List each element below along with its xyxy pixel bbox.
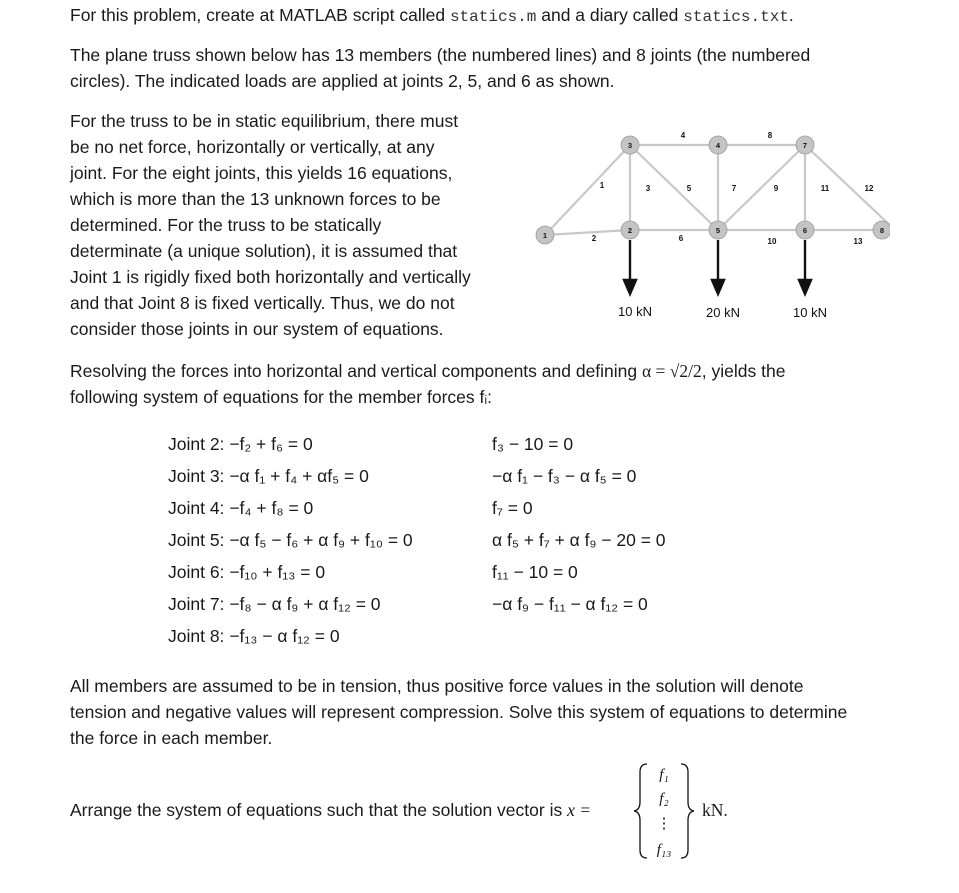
- alpha-definition: α = √2/2: [642, 361, 702, 381]
- script-filename: statics.m: [449, 8, 537, 26]
- joint-label: 2: [627, 226, 633, 235]
- vertical-equation: f₇ = 0: [492, 498, 533, 518]
- header-line: [70, 2, 794, 30]
- tension-line3: the force in each member.: [70, 728, 273, 748]
- solution-vector-x: x =: [567, 800, 592, 820]
- member-1-line: [545, 145, 633, 235]
- horizontal-equation: −f₁₀ + f₁₃ = 0: [229, 562, 326, 582]
- right-brace-icon: [681, 764, 694, 858]
- solution-vector-braces: [633, 762, 695, 860]
- member-label: 6: [678, 234, 684, 243]
- vector-entry-f13: f₁₃: [656, 842, 672, 858]
- member-label: 3: [645, 184, 651, 193]
- member-label: 7: [731, 184, 737, 193]
- arrowhead-icon: [624, 280, 636, 294]
- equation-row: [168, 556, 325, 588]
- joint-label: 6: [802, 226, 808, 235]
- member-5-line: [630, 145, 718, 230]
- joint-label: Joint 4:: [168, 498, 225, 518]
- tension-line1: All members are assumed to be in tension, thus positive force values in the solution will denote: [70, 676, 804, 696]
- load-labels: [618, 304, 827, 320]
- member-label: 9: [773, 184, 779, 193]
- joint-label: Joint 2:: [168, 434, 225, 454]
- equilibrium-line: joint. For the eight joints, this yields 16 equations,: [70, 163, 453, 183]
- load-label-joint-5: 20 kN: [706, 305, 740, 320]
- member-label: 10: [767, 237, 777, 246]
- joint-label: 5: [715, 226, 721, 235]
- vertical-equation: −α f₁ − f₃ − α f₅ = 0: [492, 466, 637, 486]
- joint-label: Joint 7:: [168, 594, 225, 614]
- resolving-text-post: , yields the: [701, 361, 786, 381]
- member-label: 5: [686, 184, 692, 193]
- member-2-line: [545, 230, 630, 235]
- vertical-equation: α f₅ + f₇ + α f₉ − 20 = 0: [492, 530, 666, 550]
- horizontal-equation: −f₈ − α f₉ + α f₁₂ = 0: [229, 594, 381, 614]
- vector-ellipsis: ⋮: [656, 816, 672, 832]
- member-12-line: [805, 145, 890, 230]
- joint-label: 1: [542, 231, 548, 240]
- equilibrium-line: which is more than the 13 unknown forces to be: [70, 189, 441, 209]
- horizontal-equation: −f₄ + f₈ = 0: [229, 498, 314, 518]
- joint-label: 3: [627, 141, 633, 150]
- horizontal-equation: −α f₅ − f₆ + α f₉ + f₁₀ = 0: [229, 530, 413, 550]
- equation-row: [168, 524, 413, 556]
- resolving-line2: following system of equations for the member forces fᵢ:: [70, 387, 492, 407]
- equilibrium-line: be no net force, horizontally or vertically, at any: [70, 137, 435, 157]
- equation-row: [168, 588, 381, 620]
- equation-row: [168, 620, 340, 652]
- member-label: 12: [864, 184, 874, 193]
- equation-row: [168, 460, 369, 492]
- joint-label: 8: [879, 226, 885, 235]
- member-label: 11: [820, 184, 830, 193]
- header-text-mid: and a diary called: [536, 5, 684, 25]
- joint-label: 4: [715, 141, 721, 150]
- header-text-post: .: [788, 5, 794, 25]
- tension-line2: tension and negative values will represent compression. Solve this system of equations to determine: [70, 702, 848, 722]
- vertical-equation: f₃ − 10 = 0: [492, 434, 574, 454]
- equilibrium-line: and that Joint 8 is fixed vertically. Thus, we do not: [70, 293, 455, 313]
- truss-diagram: [530, 118, 890, 333]
- member-label: 4: [680, 131, 686, 140]
- diary-filename: statics.txt: [683, 8, 789, 26]
- arrange-line: [70, 797, 591, 823]
- equilibrium-line: determined. For the truss to be statically: [70, 215, 382, 235]
- joint-label: Joint 3:: [168, 466, 225, 486]
- equation-row: [168, 492, 313, 524]
- joint-label: Joint 5:: [168, 530, 225, 550]
- vector-entry-f2: f₂: [659, 791, 669, 807]
- truss-joints: [536, 136, 890, 244]
- member-label: 2: [591, 234, 597, 243]
- equilibrium-line: For the truss to be in static equilibrium, there must: [70, 111, 459, 131]
- member-label: 8: [767, 131, 773, 140]
- truss-intro-line2: circles). The indicated loads are applied at joints 2, 5, and 6 as shown.: [70, 71, 615, 91]
- unit-label: kN.: [702, 800, 728, 820]
- resolving-line1: [70, 358, 785, 384]
- horizontal-equation: −f₁₃ − α f₁₂ = 0: [229, 626, 340, 646]
- truss-intro-line1: The plane truss shown below has 13 members (the numbered lines) and 8 joints (the numbered: [70, 45, 811, 65]
- joint-label: 7: [802, 141, 808, 150]
- header-text-pre: For this problem, create at MATLAB script called: [70, 5, 450, 25]
- resolving-text: Resolving the forces into horizontal and vertical components and defining: [70, 361, 643, 381]
- vector-entry-f1: f₁: [659, 767, 669, 783]
- joint-label: Joint 8:: [168, 626, 225, 646]
- load-label-joint-2: 10 kN: [618, 304, 652, 319]
- equilibrium-line: determinate (a unique solution), it is assumed that: [70, 241, 458, 261]
- arrowhead-icon: [799, 280, 811, 294]
- load-label-joint-6: 10 kN: [793, 305, 827, 320]
- vertical-equation: f₁₁ − 10 = 0: [492, 562, 578, 582]
- left-brace-icon: [634, 764, 647, 858]
- load-arrows: [624, 240, 811, 294]
- member-label: 13: [853, 237, 863, 246]
- horizontal-equation: −α f₁ + f₄ + αf₅ = 0: [229, 466, 369, 486]
- arrowhead-icon: [712, 280, 724, 294]
- joint-label: Joint 6:: [168, 562, 225, 582]
- vertical-equation: −α f₉ − f₁₁ − α f₁₂ = 0: [492, 594, 648, 614]
- member-label: 1: [599, 181, 605, 190]
- horizontal-equation: −f₂ + f₆ = 0: [229, 434, 313, 454]
- equation-row: [168, 428, 313, 460]
- arrange-text: Arrange the system of equations such that the solution vector is: [70, 800, 568, 820]
- equilibrium-line: Joint 1 is rigidly fixed both horizontally and vertically: [70, 267, 471, 287]
- equilibrium-line: consider those joints in our system of equations.: [70, 319, 444, 339]
- equilibrium-paragraph: [70, 108, 500, 342]
